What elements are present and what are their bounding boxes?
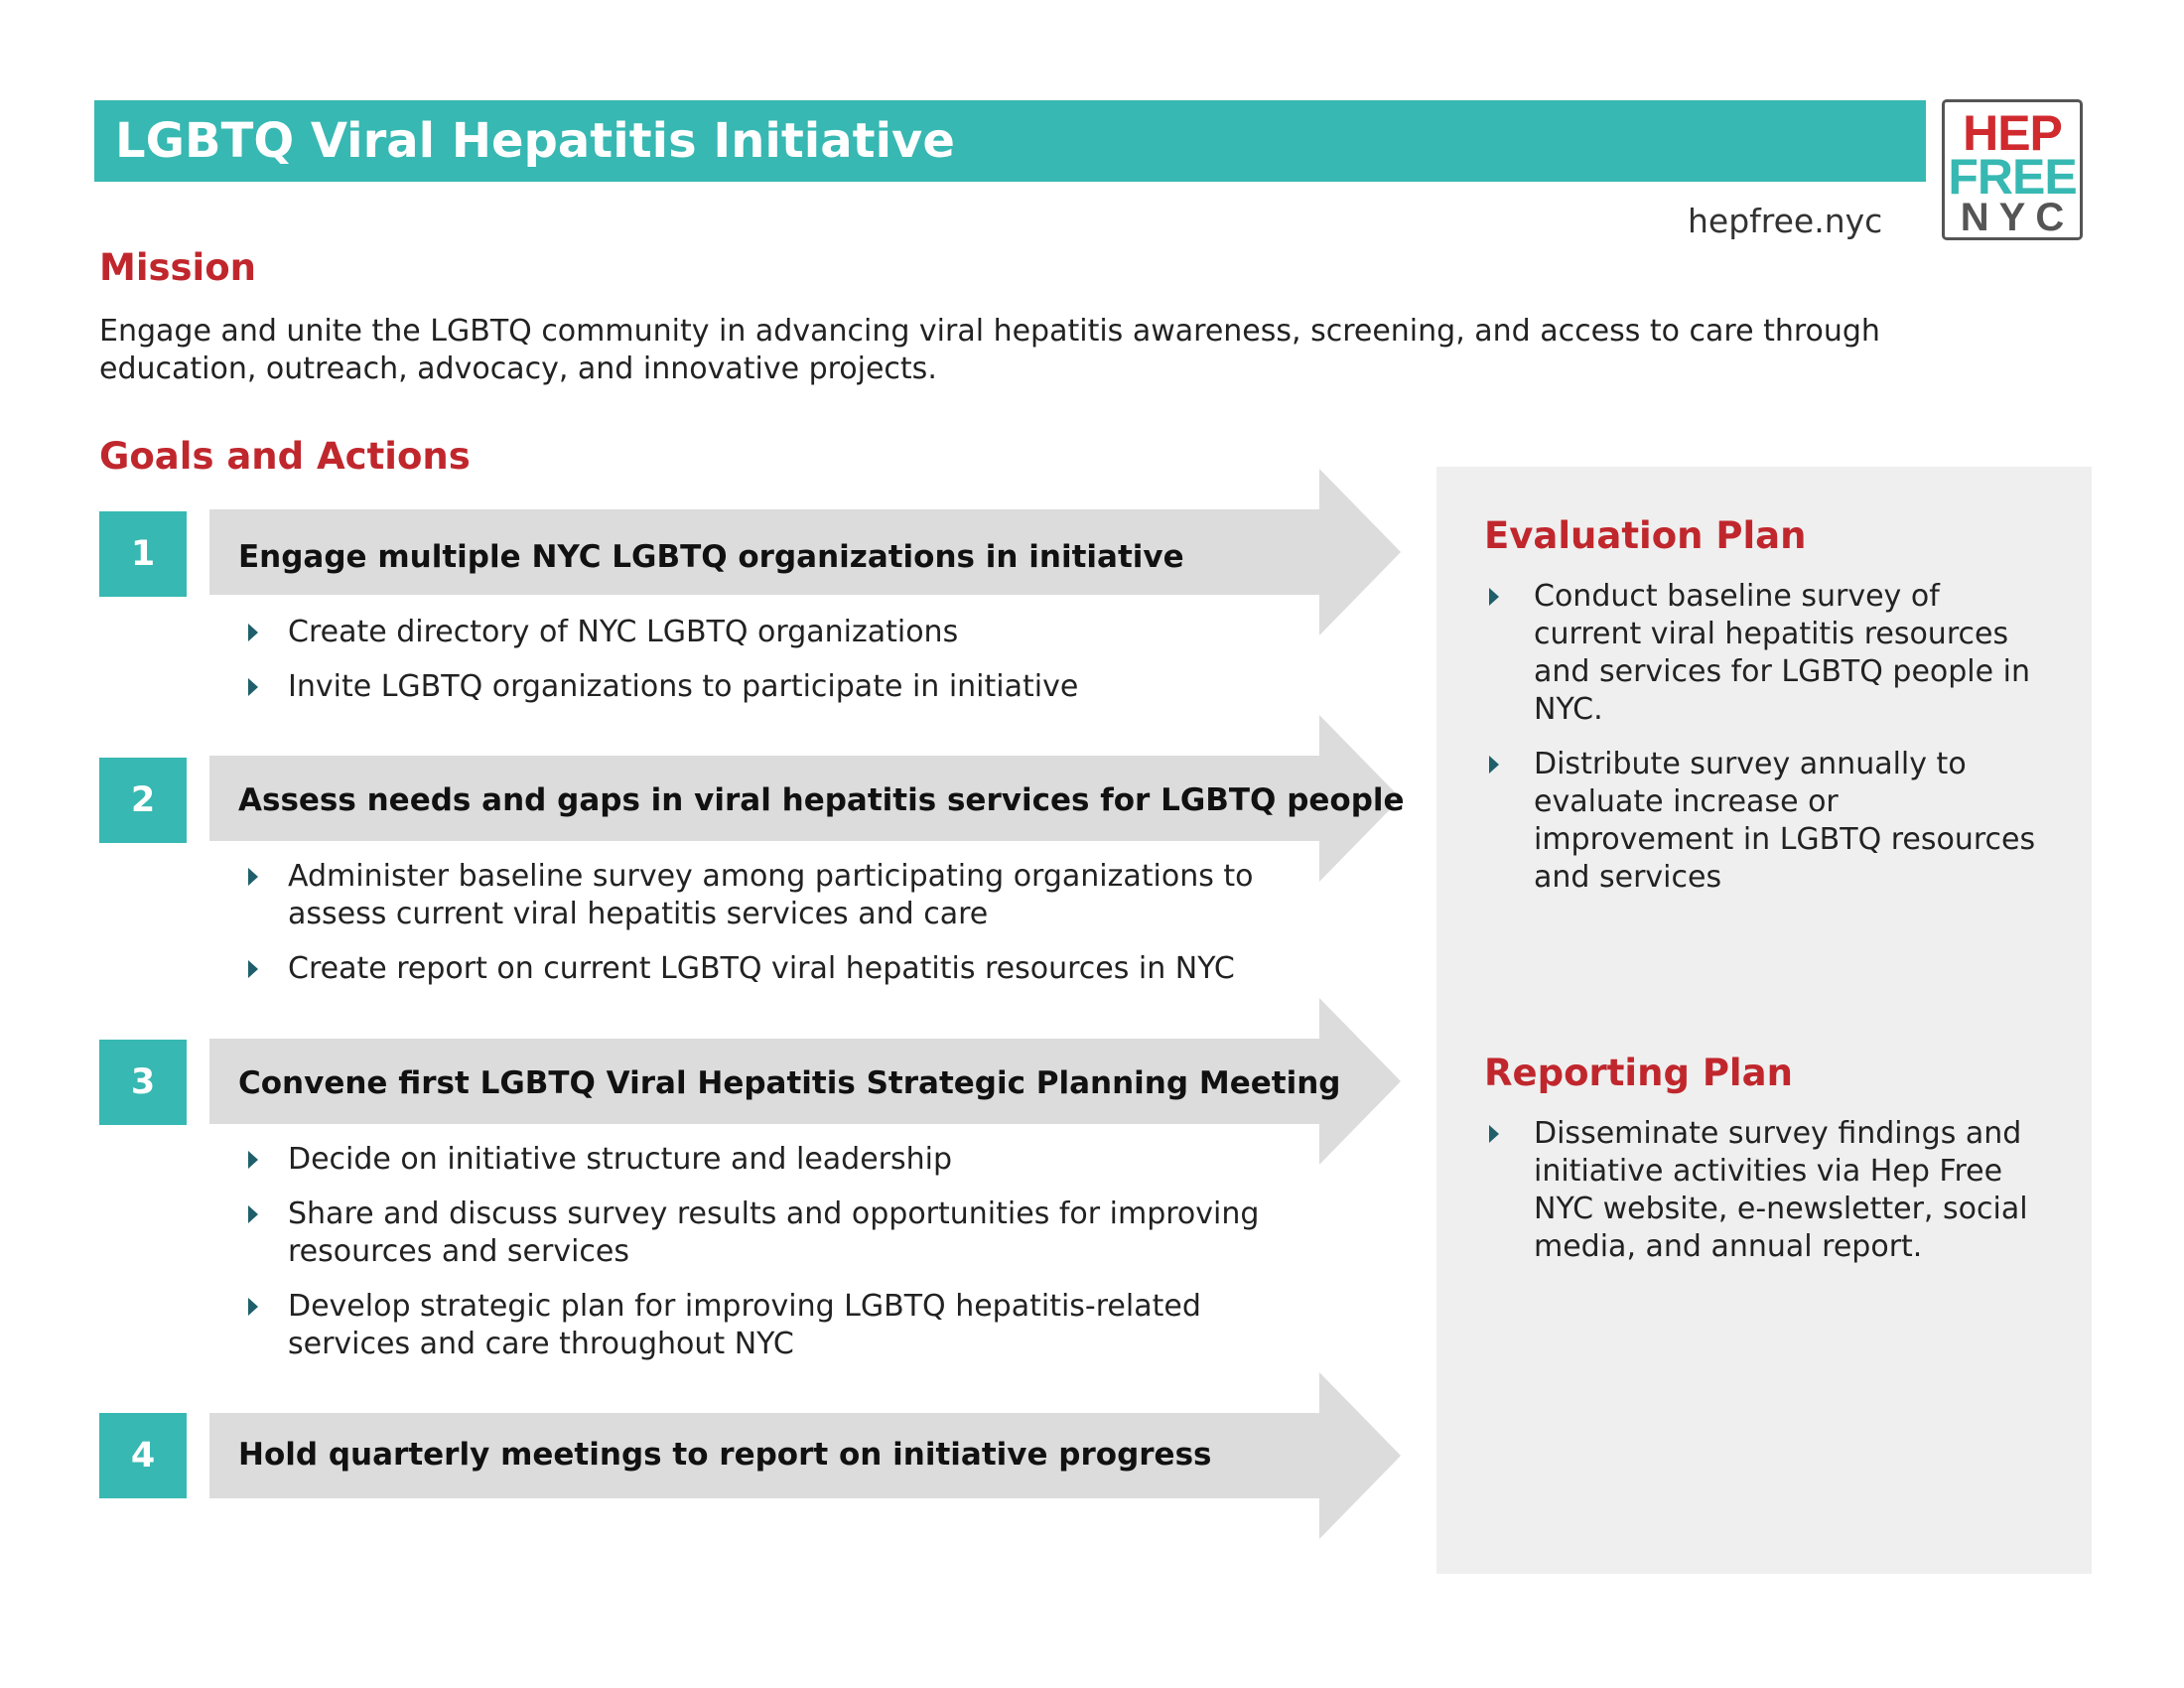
logo-line-free: FREE [1948,149,2077,205]
list-item: Create report on current LGBTQ viral hepatitis resources in NYC [248,950,1330,988]
bullet-arrow-icon [248,624,258,641]
goal-4-number: 4 [99,1413,187,1498]
goal-1-actions [248,614,1330,723]
mission-text: Engage and unite the LGBTQ community in advancing viral hepatitis awareness, screening, and access to care through education, outreach, advocacy, and innovative projects. [99,314,1880,386]
bullet-arrow-icon [248,1151,258,1169]
list-item: Conduct baseline survey of current viral hepatitis resources and services for LGBTQ people in NYC. [1489,578,2045,729]
goal-2-actions [248,858,1330,1005]
list-item: Develop strategic plan for improving LGBTQ hepatitis-related services and care throughout NYC [248,1288,1330,1363]
evaluation-list [1489,578,2045,914]
goal-1-number: 1 [99,511,187,597]
goal-2-number: 2 [99,758,187,843]
logo-line-hep: HEP [1963,105,2062,161]
goals-heading: Goals and Actions [99,435,471,478]
bullet-arrow-icon [1489,588,1499,606]
goal-3-actions [248,1141,1330,1380]
bullet-arrow-icon [1489,756,1499,774]
list-item: Disseminate survey findings and initiative activities via Hep Free NYC website, e-newsletter, social media, and annual report. [1489,1115,2045,1266]
bullet-arrow-icon [248,960,258,978]
mission-heading: Mission [99,246,256,289]
bullet-arrow-icon [248,1205,258,1223]
reporting-heading: Reporting Plan [1484,1052,1793,1094]
list-item: Create directory of NYC LGBTQ organizations [248,614,1330,651]
goal-4-title: Hold quarterly meetings to report on initiative progress [238,1437,1212,1473]
goal-2-title: Assess needs and gaps in viral hepatitis services for LGBTQ people [238,782,1405,818]
list-item: Invite LGBTQ organizations to participate in initiative [248,668,1330,706]
reporting-list [1489,1115,2045,1283]
list-item: Share and discuss survey results and opportunities for improving resources and services [248,1196,1330,1271]
logo-line-nyc: NYC [1960,196,2075,239]
hep-free-nyc-logo [1942,99,2083,240]
page-title: LGBTQ Viral Hepatitis Initiative [115,113,955,169]
goal-3-title: Convene first LGBTQ Viral Hepatitis Strategic Planning Meeting [238,1065,1341,1101]
goal-1-title: Engage multiple NYC LGBTQ organizations in initiative [238,539,1184,575]
list-item: Administer baseline survey among participating organizations to assess current viral hepatitis services and care [248,858,1330,933]
bullet-arrow-icon [1489,1125,1499,1143]
bullet-arrow-icon [248,1298,258,1316]
list-item: Distribute survey annually to evaluate increase or improvement in LGBTQ resources and services [1489,746,2045,897]
list-item: Decide on initiative structure and leadership [248,1141,1330,1179]
bullet-arrow-icon [248,678,258,696]
bullet-arrow-icon [248,868,258,886]
evaluation-heading: Evaluation Plan [1484,514,1807,557]
goal-3-number: 3 [99,1040,187,1125]
site-url[interactable]: hepfree.nyc [1688,202,1883,240]
